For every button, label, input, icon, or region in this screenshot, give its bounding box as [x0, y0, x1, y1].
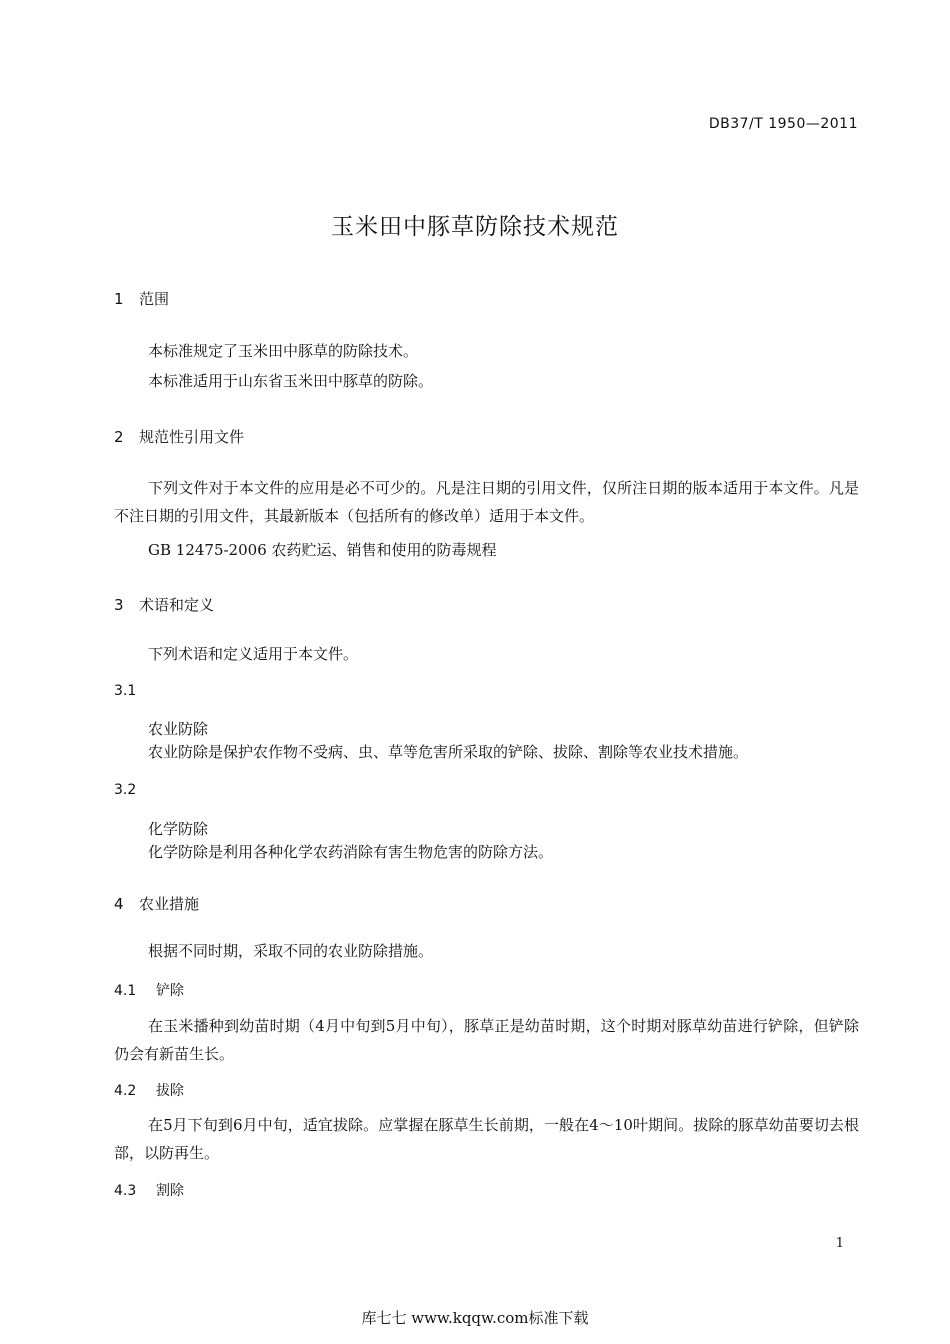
section-number: 2: [114, 428, 124, 446]
section-heading-terms: [114, 594, 214, 615]
reference-item: GB 12475-2006 农药贮运、销售和使用的防毒规程: [148, 541, 497, 559]
section-number: 3: [114, 596, 124, 614]
section-title: 术语和定义: [139, 596, 215, 614]
paragraph: 下列术语和定义适用于本文件。: [148, 645, 359, 663]
section-heading-normative-references: [114, 426, 244, 447]
paragraph: 在5月下旬到6月中旬，适宜拔除。应掌握在豚草生长前期，一般在4～10叶期间。拔除的豚草幼苗要切去根部，以防再生。: [114, 1116, 859, 1162]
subsection-title: 割除: [156, 1183, 184, 1199]
term-name: 化学防除: [148, 820, 209, 838]
subsection-title: 铲除: [156, 983, 184, 999]
section-heading-agricultural-measures: [114, 893, 199, 914]
term-number: 3.2: [114, 782, 137, 798]
footer-watermark-text: 库七七 www.kqqw.com标准下载: [361, 1309, 589, 1327]
section-title: 规范性引用文件: [139, 428, 245, 446]
term-definition: 农业防除是保护农作物不受病、虫、草等危害所采取的铲除、拔除、割除等农业技术措施。: [148, 743, 749, 761]
section-number: 4: [114, 895, 124, 913]
paragraph: 在玉米播种到幼苗时期（4月中旬到5月中旬），豚草正是幼苗时期，这个时期对豚草幼苗进行铲除，但铲除仍会有新苗生长。: [114, 1017, 859, 1063]
subsection-number: 4.3: [114, 1183, 137, 1199]
paragraph: 本标准规定了玉米田中豚草的防除技术。: [148, 342, 419, 360]
subsection-heading-pulling: [114, 1080, 184, 1100]
subsection-number: 4.1: [114, 983, 137, 999]
term-name: 农业防除: [148, 720, 209, 738]
document-code: DB37/T 1950—2011: [708, 116, 858, 132]
section-title: 范围: [139, 290, 170, 308]
section-heading-scope: [114, 288, 169, 309]
page-number: 1: [835, 1236, 844, 1251]
document-title: 玉米田中豚草防除技术规范: [331, 214, 619, 240]
paragraph: 本标准适用于山东省玉米田中豚草的防除。: [148, 372, 434, 390]
section-title: 农业措施: [139, 895, 200, 913]
paragraph: 根据不同时期，采取不同的农业防除措施。: [148, 942, 434, 960]
subsection-heading-cutting: [114, 1180, 184, 1200]
section-number: 1: [114, 290, 124, 308]
term-definition: 化学防除是利用各种化学农药消除有害生物危害的防除方法。: [148, 843, 554, 861]
paragraph: 下列文件对于本文件的应用是必不可少的。凡是注日期的引用文件，仅所注日期的版本适用于本文件。凡是不注日期的引用文件，其最新版本（包括所有的修改单）适用于本文件。: [114, 479, 859, 525]
subsection-number: 4.2: [114, 1083, 137, 1099]
subsection-heading-hoeing: [114, 980, 184, 1000]
term-number: 3.1: [114, 683, 137, 699]
subsection-title: 拔除: [156, 1083, 184, 1099]
